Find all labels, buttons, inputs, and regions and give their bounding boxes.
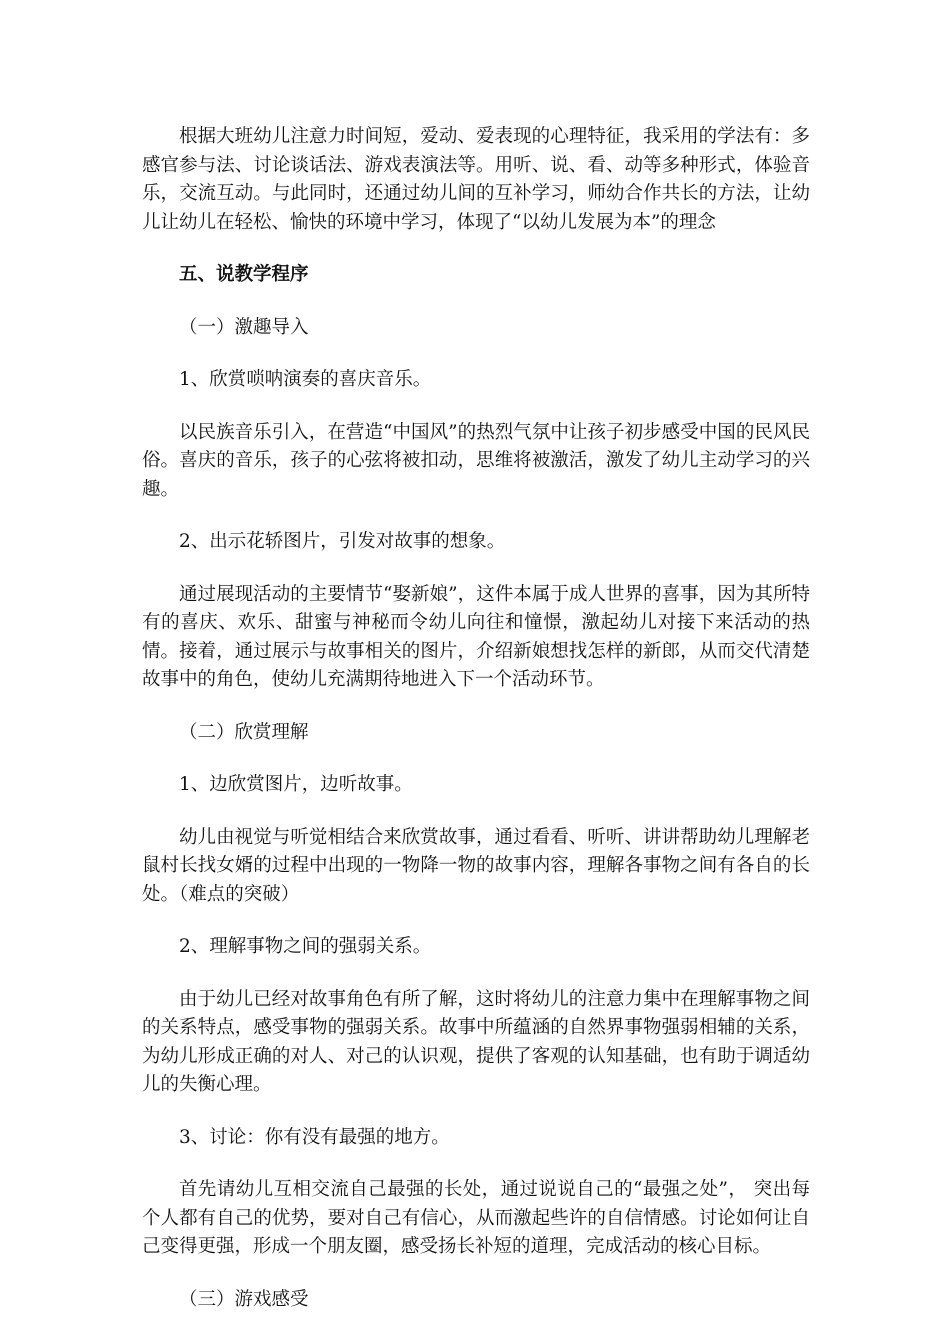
subsection-heading: （一）激趣导入: [179, 316, 309, 338]
paragraph: 幼儿由视觉与听觉相结合来欣赏故事，通过看看、听听、讲讲帮助幼儿理解老鼠村长找女婿的过程中出现的一物降一物的故事内容，理解各事物之间有各自的长处。（难点的突破）: [142, 826, 810, 905]
paragraph: 由于幼儿已经对故事角色有所了解，这时将幼儿的注意力集中在理解事物之间的关系特点，感受事物的强弱关系。故事中所蕴涵的自然界事物强弱相辅的关系，为幼儿形成正确的对人、对己的认识观，提供了客观的认知基础，也有助于调适幼儿的失衡心理。: [142, 988, 810, 1095]
document-body: [142, 123, 810, 1338]
subsection-heading: （三）游戏感受: [179, 1288, 309, 1310]
section-heading: 五、说教学程序: [179, 264, 309, 285]
step-heading: 1、边欣赏图片，边听故事。: [179, 774, 413, 795]
step-heading: 1、欣赏唢呐演奏的喜庆音乐。: [179, 369, 432, 390]
paragraph: 通过展现活动的主要情节“娶新娘”，这件本属于成人世界的喜事，因为其所特有的喜庆、欢乐、甜蜜与神秘而令幼儿向往和憧憬，激起幼儿对接下来活动的热情。接着，通过展示与故事相关的图片，介绍新娘想找怎样的新郎，从而交代清楚故事中的角色，使幼儿充满期待地进入下一个活动环节。: [142, 583, 810, 690]
paragraph: 以民族音乐引入，在营造“中国风”的热烈气氛中让孩子初步感受中国的民风民俗。喜庆的音乐，孩子的心弦将被扣动，思维将被激活，激发了幼儿主动学习的兴趣。: [142, 421, 810, 500]
step-heading: 2、出示花轿图片，引发对故事的想象。: [179, 531, 506, 552]
paragraph: 根据大班幼儿注意力时间短，爱动、爱表现的心理特征，我采用的学法有：多感官参与法、讨论谈话法、游戏表演法等。用听、说、看、动等多种形式，体验音乐，交流互动。与此同时，还通过幼儿间的互补学习，师幼合作共长的方法，让幼儿让幼儿在轻松、愉快的环境中学习，体现了“以幼儿发展为本”的理念: [142, 126, 810, 233]
step-heading: 3、讨论：你有没有最强的地方。: [179, 1126, 450, 1148]
subsection-heading: （二）欣赏理解: [179, 721, 309, 743]
paragraph: 首先请幼儿互相交流自己最强的长处，通过说说自己的“最强之处”， 突出每个人都有自己的优势，要对自己有信心，从而激起些许的自信情感。讨论如何让自己变得更强，形成一个朋友圈，感受扬长补短的道理，完成活动的核心目标。: [142, 1179, 810, 1257]
step-heading: 2、理解事物之间的强弱关系。: [179, 936, 432, 957]
